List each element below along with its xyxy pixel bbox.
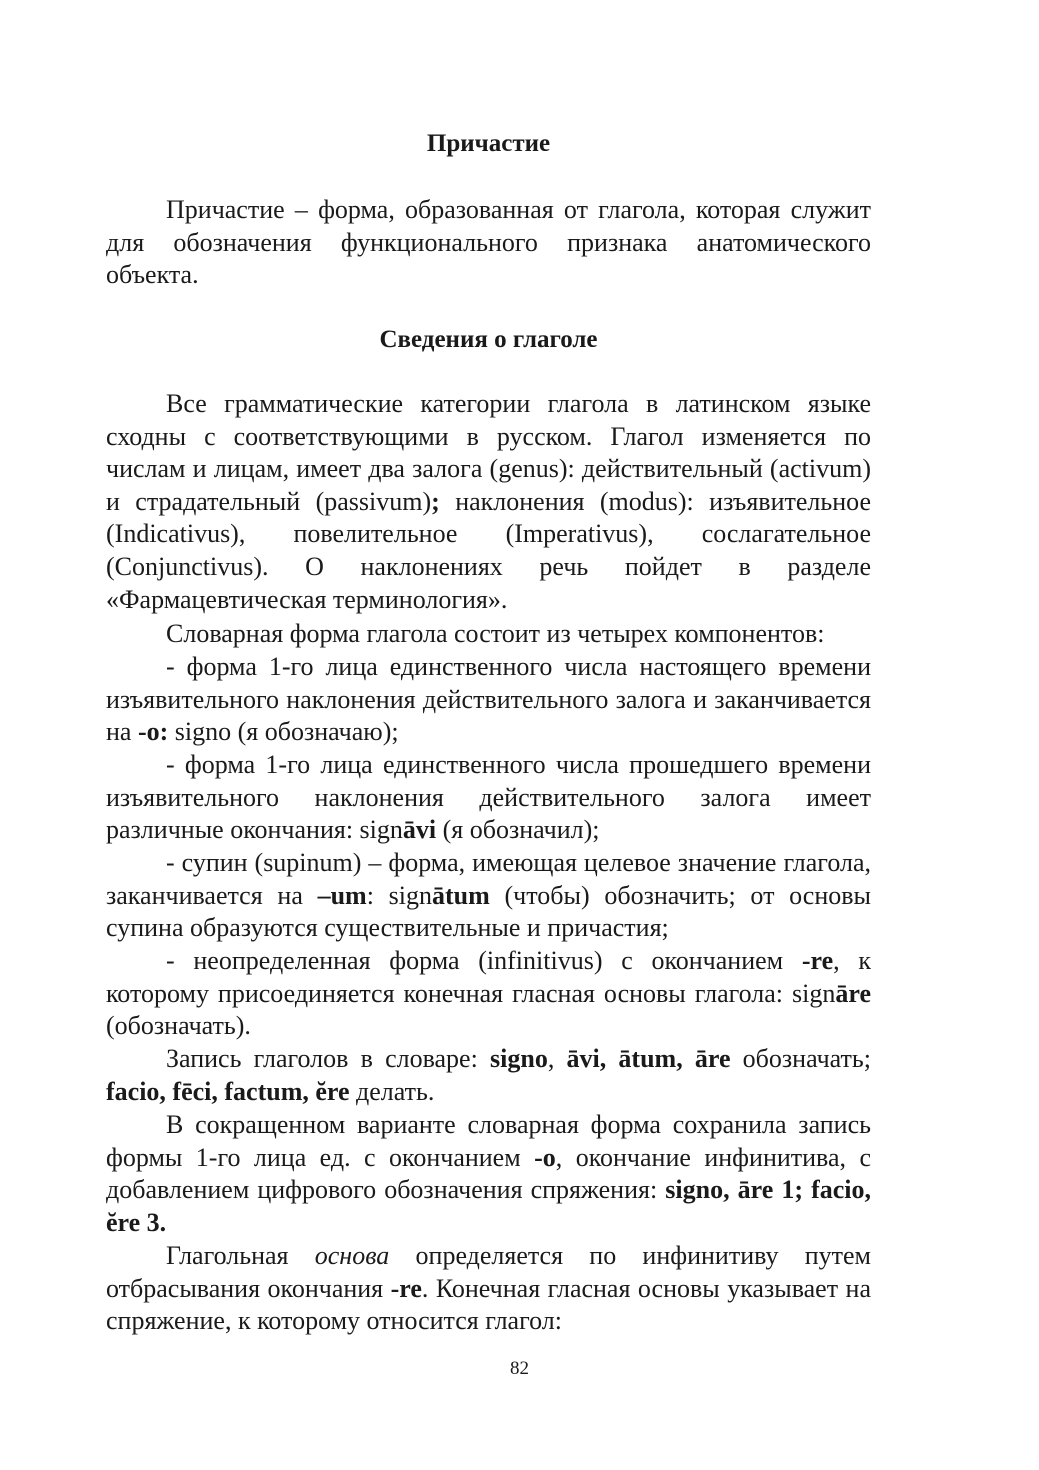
text: - форма 1-го лица единственного числа настоящего времени изъявительного наклонения действительного залога и заканчивается на <box>106 652 871 747</box>
text-bold: -o: <box>137 717 169 747</box>
paragraph-short-form <box>106 1109 871 1239</box>
paragraph-dictionary-form <box>106 618 871 651</box>
paragraph-dictionary-entry <box>106 1043 871 1108</box>
text-bold: -re <box>390 1273 422 1303</box>
text: . Конечная гласная основы указывает на спряжение, к которому относится глагол: <box>106 1273 871 1336</box>
text-bold: āre <box>835 978 871 1008</box>
text-bold: -re <box>801 946 834 975</box>
text: , к которому присоединяется конечная гласная основы глагола: sign <box>106 946 871 1008</box>
list-item-present <box>106 651 871 749</box>
page-number: 82 <box>510 1358 529 1379</box>
list-item-supine <box>106 847 871 945</box>
paragraph-verb-stem <box>106 1240 871 1338</box>
text: обозначать; <box>730 1044 871 1073</box>
text: (чтобы) обозначить; от основы супина образуются существительные и причастия; <box>106 880 872 943</box>
text: определяется по инфинитиву путем отбрасывания окончания <box>106 1241 872 1303</box>
text-bold: facio, fēci, factum, ĕre <box>106 1076 350 1106</box>
text-bold: -o <box>534 1142 556 1172</box>
text: Запись глаголов в словаре: <box>166 1044 491 1073</box>
text: (обозначать). <box>106 1011 251 1041</box>
text-bold: āvi, ātum, āre <box>566 1044 731 1073</box>
text-bold: –um <box>317 880 367 910</box>
text: Все грамматические категории глагола в латинском языке сходны с соответствующими в русском. Глагол изменяется по числам и лицам, имеет два залога (genus): действительный (activum) и страдательный (passivum) <box>106 389 871 516</box>
paragraph-verb-categories <box>106 388 871 616</box>
text: В сокращенном варианте словарная форма сохранила запись формы 1-го лица ед. с окончанием <box>106 1110 871 1172</box>
text: (я обозначил); <box>436 815 600 845</box>
text: - неопределенная форма (infinitivus) с окончанием <box>166 946 802 975</box>
text: - форма 1-го лица единственного числа прошедшего времени изъявительного наклонения действительного залога имеет различные окончания: sign <box>106 750 871 845</box>
text: Причастие – форма, образованная от глагола, которая служит для обозначения функционального признака анатомического объекта. <box>106 195 871 290</box>
text-bold: signo, āre 1; facio, ĕre 3. <box>106 1175 871 1237</box>
list-item-infinitive <box>106 945 871 1043</box>
text: signo (я обозначаю); <box>168 717 399 747</box>
text: : sign <box>366 880 433 910</box>
heading-verb-info: Сведения о глаголе <box>379 326 598 353</box>
heading-participle: Причастие <box>426 130 551 157</box>
text-bold: ; <box>431 486 440 516</box>
text-bold: āvi <box>402 815 437 845</box>
text: , окончание инфинитива, с добавлением цифрового обозначения спряжения: <box>106 1142 871 1205</box>
text-bold: signo <box>490 1044 548 1073</box>
paragraph-participle-definition <box>106 194 871 292</box>
text: делать. <box>349 1076 435 1106</box>
text: Словарная форма глагола состоит из четырех компонентов: <box>166 619 825 648</box>
text: , <box>547 1044 567 1073</box>
text: Глагольная <box>166 1241 315 1270</box>
text: наклонения (modus): изъявительное (Indicativus), повелительное (Imperativus), сослагательное (Conjunctivus). О наклонениях речь пойдет в разделе «Фармацевтическая терминология». <box>106 486 871 614</box>
text-italic: основа <box>314 1241 390 1270</box>
text: - супин (supinum) – форма, имеющая целевое значение глагола, заканчивается на <box>106 848 871 910</box>
list-item-perfect <box>106 749 871 847</box>
text-bold: ātum <box>432 880 490 910</box>
